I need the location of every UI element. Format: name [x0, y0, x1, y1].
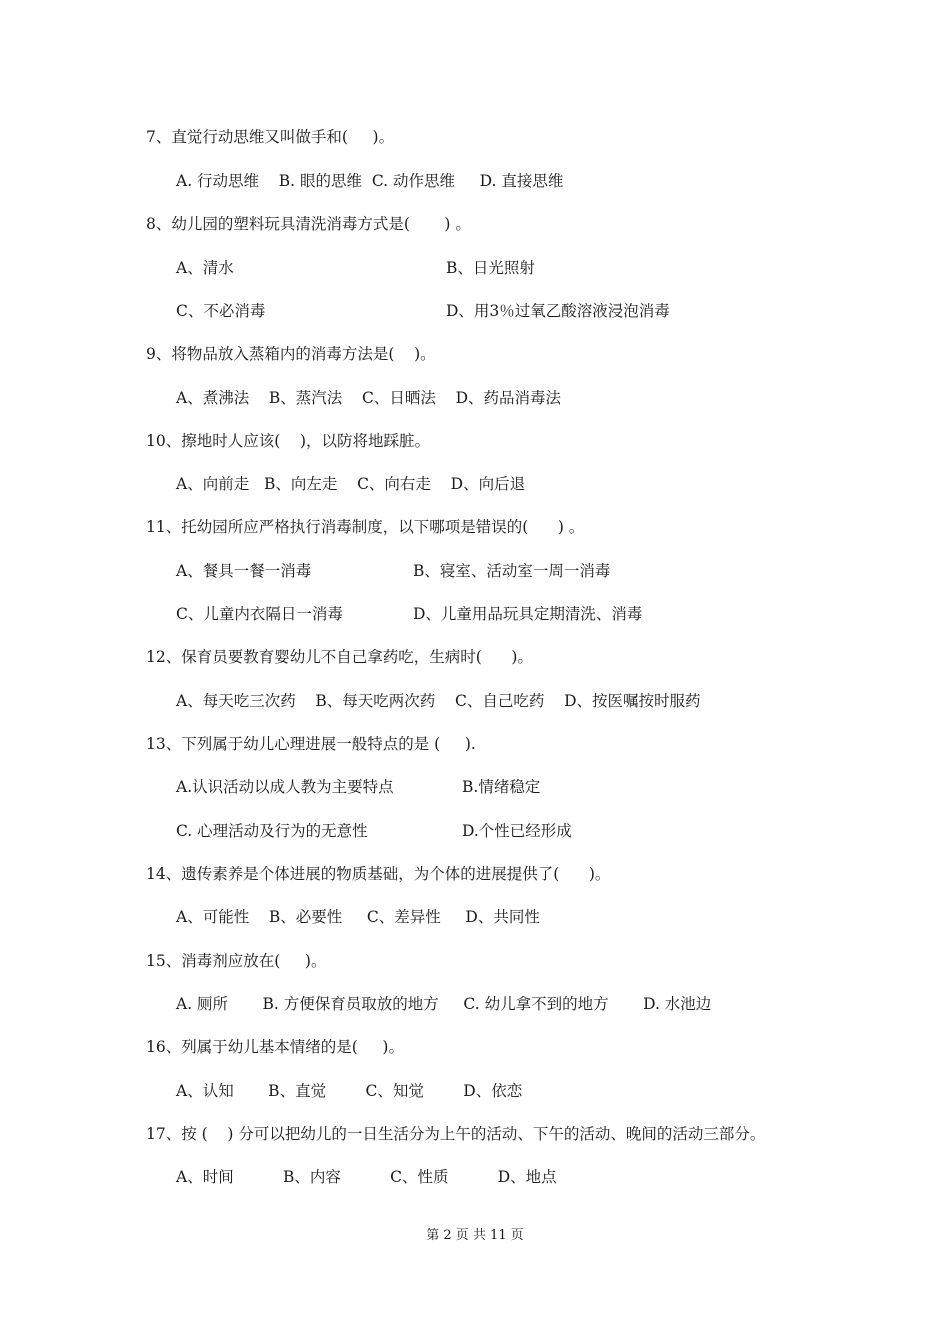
question-17-stem: 17、按 ( ) 分可以把幼儿的一日生活分为上午的活动、下午的活动、晚间的活动三部分。 — [146, 1125, 766, 1143]
question-8-option-c: C、不必消毒 — [176, 302, 266, 320]
question-15-options: A. 厕所 B. 方便保育员取放的地方 C. 幼儿拿不到的地方 D. 水池边 — [176, 995, 712, 1013]
page-footer: 第 2 页 共 11 页 — [426, 1228, 524, 1243]
question-12-options: A、每天吃三次药 B、每天吃两次药 C、自己吃药 D、按医嘱按时服药 — [176, 692, 701, 710]
question-17-options: A、时间 B、内容 C、性质 D、地点 — [176, 1168, 557, 1186]
question-11-option-b: B、寝室、活动室一周一消毒 — [413, 562, 611, 580]
question-9-stem: 9、将物品放入蒸箱内的消毒方法是( )。 — [146, 345, 436, 363]
question-13-option-a: A.认识活动以成人教为主要特点 — [176, 778, 394, 796]
question-14-stem: 14、遗传素养是个体进展的物质基础，为个体的进展提供了( )。 — [146, 865, 611, 883]
question-11-option-c: C、儿童内衣隔日一消毒 — [176, 605, 343, 623]
question-16-stem: 16、列属于幼儿基本情绪的是( )。 — [146, 1038, 404, 1056]
question-8-option-d: D、用3％过氧乙酸溶液浸泡消毒 — [446, 302, 670, 320]
question-13-option-d: D.个性已经形成 — [462, 822, 572, 840]
question-9-options: A、煮沸法 B、蒸汽法 C、日晒法 D、药品消毒法 — [176, 389, 561, 407]
question-7-stem: 7、直觉行动思维又叫做手和( )。 — [146, 128, 395, 146]
question-8-option-b: B、日光照射 — [446, 259, 535, 277]
question-7-options: A. 行动思维 B. 眼的思维 C. 动作思维 D. 直接思维 — [176, 172, 564, 190]
question-11-option-d: D、儿童用品玩具定期清洗、消毒 — [413, 605, 643, 623]
question-14-options: A、可能性 B、必要性 C、差异性 D、共同性 — [176, 908, 540, 926]
question-8-option-a: A、清水 — [176, 259, 234, 277]
question-11-stem: 11、托幼园所应严格执行消毒制度，以下哪项是错误的( ) 。 — [146, 518, 585, 536]
question-13-option-c: C. 心理活动及行为的无意性 — [176, 822, 368, 840]
question-15-stem: 15、消毒剂应放在( )。 — [146, 952, 327, 970]
question-8-stem: 8、幼儿园的塑料玩具清洗消毒方式是( ) 。 — [146, 215, 471, 233]
question-10-options: A、向前走 B、向左走 C、向右走 D、向后退 — [176, 475, 526, 493]
question-13-option-b: B.情绪稳定 — [462, 778, 541, 796]
question-12-stem: 12、保育员要教育婴幼儿不自己拿药吃，生病时( )。 — [146, 648, 533, 666]
question-10-stem: 10、擦地时人应该( )，以防将地踩脏。 — [146, 432, 431, 450]
question-11-option-a: A、餐具一餐一消毒 — [176, 562, 312, 580]
question-16-options: A、认知 B、直觉 C、知觉 D、依恋 — [176, 1082, 523, 1100]
question-13-stem: 13、下列属于幼儿心理进展一般特点的是 ( ). — [146, 735, 476, 753]
